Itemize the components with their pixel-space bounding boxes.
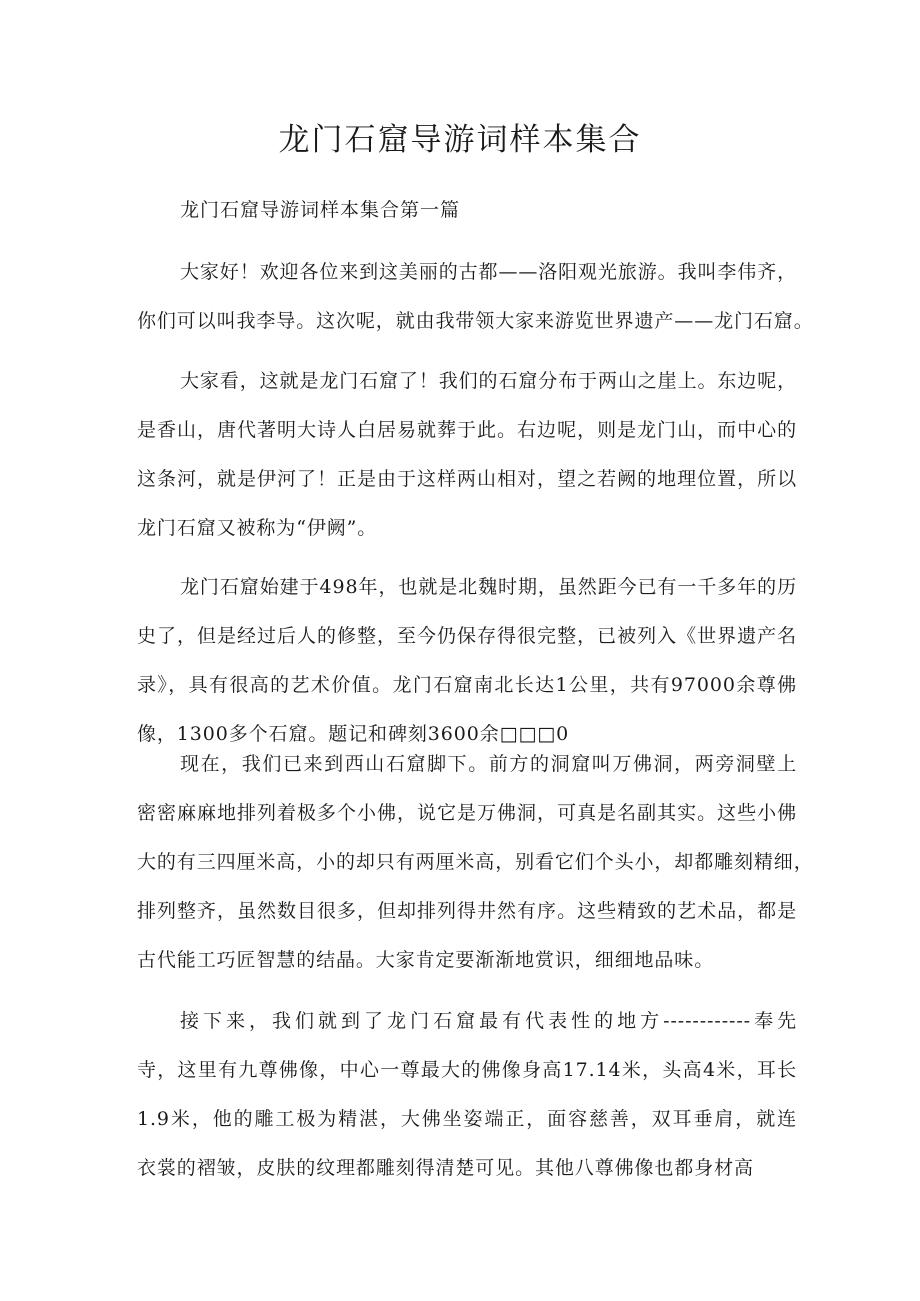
paragraph-overview xyxy=(137,367,797,563)
section-heading: 龙门石窟导游词样本集合第一篇 xyxy=(180,199,461,221)
paragraph-wanfo-cave xyxy=(137,750,814,995)
paragraph-line: 古代能工巧匠智慧的结晶。大家肯定要渐渐地赏识，细细地品味。 xyxy=(137,949,715,971)
document-title: 龙门石窟导游词样本集合 xyxy=(278,122,642,158)
paragraph-line: 1.9米，他的雕工极为精湛，大佛坐姿端正，面容慈善，双耳垂肩，就连 xyxy=(137,1108,797,1130)
paragraph-line: 史了，但是经过后人的修整，至今仍保存得很完整，已被列入《世界遗产名 xyxy=(137,625,797,647)
paragraph-line: 是香山，唐代著明大诗人白居易就葬于此。右边呢，则是龙门山，而中心的 xyxy=(137,419,797,441)
paragraph-line: 你们可以叫我李导。这次呢，就由我带领大家来游览世界遗产——龙门石窟。 xyxy=(137,310,814,332)
paragraph-line: 这条河，就是伊河了！正是由于这样两山相对，望之若阙的地理位置，所以 xyxy=(137,468,797,490)
paragraph-line: 现在，我们已来到西山石窟脚下。前方的洞窟叫万佛洞，两旁洞壁上 xyxy=(180,753,797,775)
paragraph-line: 龙门石窟又被称为“伊阙”。 xyxy=(137,517,378,539)
paragraph-line: 大家好！欢迎各位来到这美丽的古都——洛阳观光旅游。我叫李伟齐， xyxy=(180,261,797,283)
paragraph-line: 大的有三四厘米高，小的却只有两厘米高，别看它们个头小，却都雕刻精细， xyxy=(137,851,814,873)
paragraph-fengxian-temple xyxy=(137,1007,797,1203)
paragraph-line: 接下来，我们就到了龙门石窟最有代表性的地方------------奉先 xyxy=(180,1010,797,1032)
paragraph-line: 衣裳的褶皱，皮肤的纹理都雕刻得清楚可见。其他八尊佛像也都身材高 xyxy=(137,1157,754,1179)
paragraph-greeting xyxy=(137,258,814,356)
paragraph-line: 密密麻麻地排列着极多个小佛，说它是万佛洞，可真是名副其实。这些小佛 xyxy=(137,802,797,824)
paragraph-line: 排列整齐，虽然数目很多，但却排列得井然有序。这些精致的艺术品，都是 xyxy=(137,900,797,922)
paragraph-line: 像，1300多个石窟。题记和碑刻3600余□□□0 xyxy=(137,723,570,745)
paragraph-line: 寺，这里有九尊佛像，中心一尊最大的佛像身高17.14米，头高4米，耳长 xyxy=(137,1059,797,1081)
paragraph-line: 录》，具有很高的艺术价值。龙门石窟南北长达1公里，共有97000余尊佛 xyxy=(137,674,797,696)
paragraph-history xyxy=(137,573,797,769)
paragraph-line: 大家看，这就是龙门石窟了！我们的石窟分布于两山之崖上。东边呢， xyxy=(180,370,797,392)
paragraph-line: 龙门石窟始建于498年，也就是北魏时期，虽然距今已有一千多年的历 xyxy=(180,576,797,598)
